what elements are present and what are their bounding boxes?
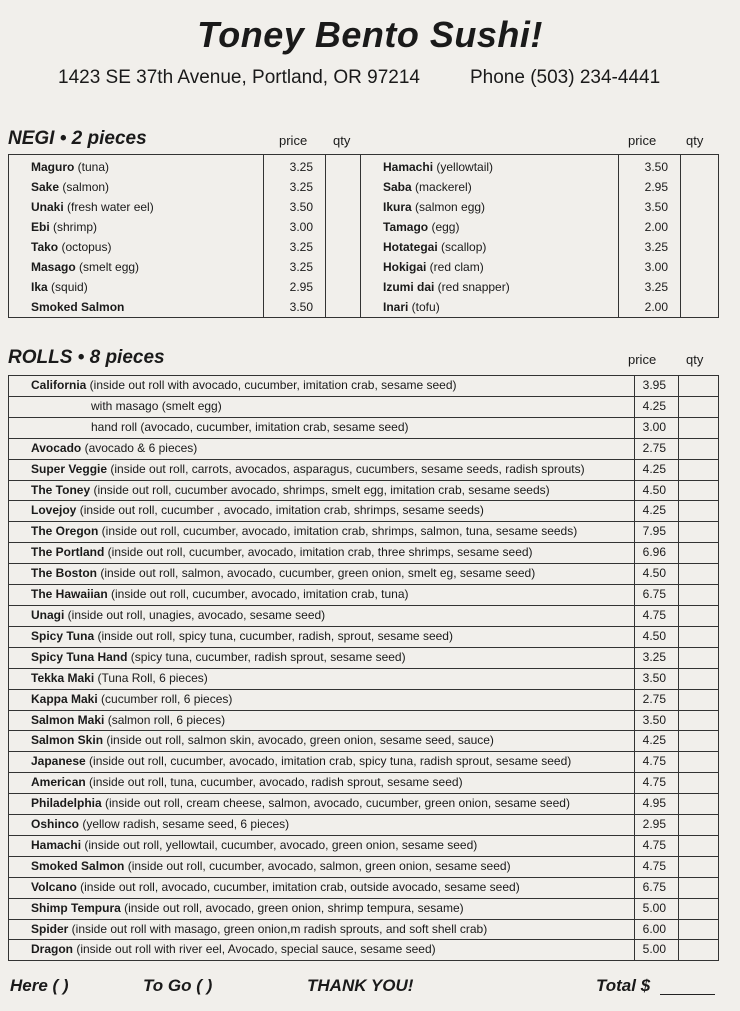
item-description: (inside out roll, tuna, cucumber, avocado, radish sprout, sesame seed) xyxy=(85,775,463,790)
item-name-cell xyxy=(361,257,619,277)
item-qty[interactable] xyxy=(679,815,719,836)
item-description: (inside out roll, carrots, avocados, asparagus, cucumbers, sesame seeds, radish sprouts) xyxy=(107,461,585,476)
item-name: Super Veggie xyxy=(31,461,108,476)
negi-left-row xyxy=(9,217,361,237)
roll-row xyxy=(9,731,719,752)
roll-row xyxy=(9,543,719,564)
item-description: (inside out roll, cucumber, avocado, imitation crab, tuna) xyxy=(107,587,409,602)
item-name-cell xyxy=(9,605,635,626)
item-name: American xyxy=(31,775,86,790)
item-name-cell xyxy=(9,898,635,919)
negi-left-row xyxy=(9,297,361,318)
negi-left-row xyxy=(9,257,361,277)
item-name: Hokigai xyxy=(383,260,427,274)
item-description: (scallop) xyxy=(437,240,487,254)
item-qty[interactable] xyxy=(681,257,719,277)
item-name: Hotategai xyxy=(383,240,438,254)
item-price: 4.50 xyxy=(635,480,679,501)
roll-row xyxy=(9,856,719,877)
item-description: (inside out roll, spicy tuna, cucumber, radish, sprout, sesame seed) xyxy=(94,628,453,643)
item-qty[interactable] xyxy=(681,277,719,297)
roll-row xyxy=(9,626,719,647)
item-description: (salmon egg) xyxy=(411,200,486,214)
item-qty[interactable] xyxy=(679,564,719,585)
roll-row xyxy=(9,877,719,898)
item-price: 4.25 xyxy=(635,731,679,752)
item-description: (inside out roll with masago, green onion,m radish sprouts, and soft shell crab) xyxy=(68,921,488,936)
item-name: Salmon Skin xyxy=(31,733,104,748)
item-name-cell xyxy=(9,835,635,856)
item-name: Salmon Maki xyxy=(31,712,105,727)
item-name: Hamachi xyxy=(31,837,82,852)
item-name: Tamago xyxy=(383,220,429,234)
item-description: (inside out roll, avocado, green onion, shrimp tempura, sesame) xyxy=(120,900,464,915)
item-price: 3.25 xyxy=(619,237,681,257)
item-name-cell xyxy=(9,668,635,689)
item-price: 3.00 xyxy=(264,217,326,237)
item-name-cell xyxy=(9,647,635,668)
roll-row xyxy=(9,815,719,836)
item-description: (inside out roll, cucumber, avocado, imitation crab, shrimps, salmon, tuna, sesame seeds) xyxy=(98,524,578,539)
item-name: Volcano xyxy=(31,879,77,894)
item-name: Hamachi xyxy=(383,160,434,174)
item-description: (squid) xyxy=(47,280,88,294)
item-price: 4.25 xyxy=(635,501,679,522)
item-description: (salmon) xyxy=(59,180,110,194)
item-name-cell xyxy=(9,155,264,178)
roll-row xyxy=(9,438,719,459)
item-description: (shrimp) xyxy=(49,220,98,234)
item-name: Ikura xyxy=(383,200,412,214)
item-name-cell xyxy=(9,438,635,459)
item-name: Spicy Tuna Hand xyxy=(31,649,128,664)
item-price: 3.50 xyxy=(635,710,679,731)
item-qty[interactable] xyxy=(679,626,719,647)
item-name: Oshinco xyxy=(31,817,80,832)
item-qty[interactable] xyxy=(679,940,719,961)
negi-price-header-left: price xyxy=(279,133,308,148)
item-price: 3.50 xyxy=(619,197,681,217)
item-qty[interactable] xyxy=(326,237,361,257)
item-price: 3.25 xyxy=(619,277,681,297)
roll-row xyxy=(9,940,719,961)
item-name: Kappa Maki xyxy=(31,691,98,706)
item-name: The Hawaiian xyxy=(31,587,108,602)
roll-row xyxy=(9,710,719,731)
item-name: Unaki xyxy=(31,200,64,214)
item-price: 3.50 xyxy=(264,297,326,318)
item-price: 3.00 xyxy=(635,417,679,438)
item-name-cell xyxy=(9,257,264,277)
item-description: (inside out roll with river eel, Avocado, special sauce, sesame seed) xyxy=(73,942,436,957)
item-name-cell xyxy=(361,217,619,237)
roll-row xyxy=(9,668,719,689)
item-name-cell xyxy=(9,856,635,877)
rolls-table xyxy=(8,375,719,961)
item-description: (smelt egg) xyxy=(75,260,140,274)
item-qty[interactable] xyxy=(326,197,361,217)
item-description: (cucumber roll, 6 pieces) xyxy=(97,691,233,706)
item-price: 4.25 xyxy=(635,459,679,480)
item-name-cell xyxy=(9,877,635,898)
item-description: (yellow radish, sesame seed, 6 pieces) xyxy=(79,817,290,832)
item-price: 5.00 xyxy=(635,898,679,919)
item-name: Spicy Tuna xyxy=(31,628,95,643)
item-description: (inside out roll, cucumber avocado, shrimps, smelt egg, imitation crab, sesame seeds) xyxy=(90,482,550,497)
item-qty[interactable] xyxy=(679,856,719,877)
item-name: California xyxy=(31,378,87,392)
address: 1423 SE 37th Avenue, Portland, OR 97214 xyxy=(58,67,420,88)
item-name: Ika xyxy=(31,280,48,294)
item-name-cell xyxy=(9,794,635,815)
item-name-cell xyxy=(9,543,635,564)
item-price: 4.75 xyxy=(635,752,679,773)
item-qty[interactable] xyxy=(326,177,361,197)
item-name: Maguro xyxy=(31,160,75,174)
item-price: 3.50 xyxy=(264,197,326,217)
roll-row xyxy=(9,417,719,438)
item-qty[interactable] xyxy=(679,480,719,501)
item-price: 6.00 xyxy=(635,919,679,940)
item-qty[interactable] xyxy=(679,396,719,417)
item-name-cell xyxy=(9,297,264,318)
item-description: (inside out roll with avocado, cucumber, imitation crab, sesame seed) xyxy=(86,378,457,392)
item-name: Masago xyxy=(31,260,76,274)
item-qty[interactable] xyxy=(679,731,719,752)
item-price: 2.00 xyxy=(619,297,681,318)
item-name: Dragon xyxy=(31,942,73,957)
item-name-cell xyxy=(9,396,635,417)
item-name-cell xyxy=(361,177,619,197)
negi-qty-header-right: qty xyxy=(686,133,704,148)
total-label: Total $ xyxy=(596,976,651,995)
item-name-cell xyxy=(9,940,635,961)
item-name-cell xyxy=(361,155,619,178)
item-qty[interactable] xyxy=(679,647,719,668)
roll-row xyxy=(9,647,719,668)
item-name-cell xyxy=(9,197,264,217)
negi-left-row xyxy=(9,177,361,197)
item-price: 2.00 xyxy=(619,217,681,237)
item-name-cell xyxy=(361,237,619,257)
item-description: (mackerel) xyxy=(411,180,472,194)
item-name: Unagi xyxy=(31,607,65,622)
negi-right-row xyxy=(361,257,719,277)
item-qty[interactable] xyxy=(679,501,719,522)
item-price: 4.75 xyxy=(635,856,679,877)
roll-row xyxy=(9,585,719,606)
rolls-section-title: ROLLS • 8 pieces xyxy=(8,347,165,368)
item-price: 4.75 xyxy=(635,773,679,794)
item-name: Izumi dai xyxy=(383,280,435,294)
item-price: 5.00 xyxy=(635,940,679,961)
item-qty[interactable] xyxy=(679,585,719,606)
roll-row xyxy=(9,919,719,940)
item-name-cell xyxy=(9,522,635,543)
item-qty[interactable] xyxy=(679,773,719,794)
item-name-cell xyxy=(9,710,635,731)
item-name: Inari xyxy=(383,300,409,314)
restaurant-title: Toney Bento Sushi! xyxy=(197,14,543,55)
item-qty[interactable] xyxy=(681,237,719,257)
roll-row xyxy=(9,752,719,773)
item-description: (inside out roll, unagies, avocado, sesame seed) xyxy=(64,607,326,622)
item-qty[interactable] xyxy=(679,417,719,438)
item-price: 4.95 xyxy=(635,794,679,815)
item-description: (salmon roll, 6 pieces) xyxy=(104,712,226,727)
item-qty[interactable] xyxy=(326,217,361,237)
item-description: (inside out roll, yellowtail, cucumber, avocado, green onion, sesame seed) xyxy=(81,837,478,852)
item-name-cell xyxy=(9,919,635,940)
negi-qty-header-left: qty xyxy=(333,133,351,148)
item-name-cell xyxy=(361,197,619,217)
negi-right-row xyxy=(361,237,719,257)
negi-right-row xyxy=(361,297,719,318)
item-name-cell xyxy=(361,297,619,318)
item-name: The Toney xyxy=(31,482,91,497)
thank-you: THANK YOU! xyxy=(307,976,414,995)
rolls-price-header: price xyxy=(628,352,657,367)
item-description: (inside out roll, avocado, cucumber, imitation crab, outside avocado, sesame seed) xyxy=(76,879,520,894)
item-description: (inside out roll, cream cheese, salmon, avocado, cucumber, green onion, sesame seed) xyxy=(101,796,570,811)
item-price: 3.25 xyxy=(264,237,326,257)
item-price: 3.25 xyxy=(264,177,326,197)
item-name: The Boston xyxy=(31,566,97,581)
item-price: 2.75 xyxy=(635,689,679,710)
item-qty[interactable] xyxy=(679,668,719,689)
item-name-cell xyxy=(9,815,635,836)
roll-row xyxy=(9,689,719,710)
roll-row xyxy=(9,522,719,543)
item-description: (tuna) xyxy=(74,160,110,174)
item-price: 6.75 xyxy=(635,585,679,606)
item-qty[interactable] xyxy=(681,217,719,237)
item-qty[interactable] xyxy=(679,605,719,626)
roll-row xyxy=(9,376,719,397)
item-price: 2.95 xyxy=(635,815,679,836)
item-price: 6.75 xyxy=(635,877,679,898)
item-name: Shimp Tempura xyxy=(31,900,121,915)
negi-right-row xyxy=(361,197,719,217)
item-name: The Portland xyxy=(31,545,105,560)
item-description: (red clam) xyxy=(426,260,484,274)
roll-row xyxy=(9,794,719,815)
item-qty[interactable] xyxy=(679,438,719,459)
item-description: with masago (smelt egg) xyxy=(91,398,222,413)
roll-row xyxy=(9,564,719,585)
item-price: 3.95 xyxy=(635,376,679,397)
item-qty[interactable] xyxy=(679,898,719,919)
roll-row xyxy=(9,898,719,919)
item-qty[interactable] xyxy=(679,794,719,815)
negi-price-header-right: price xyxy=(628,133,657,148)
negi-right-row xyxy=(361,177,719,197)
item-qty[interactable] xyxy=(679,919,719,940)
item-description: (inside out roll, cucumber, avocado, salmon, green onion, sesame seed) xyxy=(124,858,511,873)
item-qty[interactable] xyxy=(679,877,719,898)
item-name: Tekka Maki xyxy=(31,670,95,685)
item-qty[interactable] xyxy=(679,543,719,564)
item-price: 3.50 xyxy=(635,668,679,689)
item-name-cell xyxy=(9,626,635,647)
item-name-cell xyxy=(9,217,264,237)
item-description: hand roll (avocado, cucumber, imitation crab, sesame seed) xyxy=(91,419,409,434)
item-name: Saba xyxy=(383,180,412,194)
item-name-cell xyxy=(9,376,635,397)
negi-section-title: NEGI • 2 pieces xyxy=(8,128,147,149)
item-description: (tofu) xyxy=(408,300,440,314)
item-name-cell xyxy=(9,501,635,522)
item-description: (inside out roll, salmon skin, avocado, green onion, sesame seed, sauce) xyxy=(103,733,494,748)
togo-option[interactable]: To Go ( ) xyxy=(143,976,213,995)
negi-right-row xyxy=(361,155,719,178)
item-qty[interactable] xyxy=(679,522,719,543)
negi-left-row xyxy=(9,197,361,217)
item-name: Sake xyxy=(31,180,60,194)
item-price: 2.95 xyxy=(619,177,681,197)
item-name: Japanese xyxy=(31,754,86,769)
item-name-cell xyxy=(9,585,635,606)
item-description: (fresh water eel) xyxy=(63,200,154,214)
item-name-cell xyxy=(9,277,264,297)
item-description: (avocado & 6 pieces) xyxy=(81,440,198,455)
item-price: 3.00 xyxy=(619,257,681,277)
item-name: Smoked Salmon xyxy=(31,858,125,873)
item-description: (yellowtail) xyxy=(433,160,494,174)
item-name-cell xyxy=(9,237,264,257)
item-name: Spider xyxy=(31,921,69,936)
item-qty[interactable] xyxy=(681,155,719,178)
item-name-cell xyxy=(361,277,619,297)
item-name-cell xyxy=(9,417,635,438)
item-name-cell xyxy=(9,773,635,794)
item-price: 2.75 xyxy=(635,438,679,459)
item-qty[interactable] xyxy=(679,689,719,710)
negi-right-row xyxy=(361,277,719,297)
item-qty[interactable] xyxy=(679,835,719,856)
item-description: (Tuna Roll, 6 pieces) xyxy=(94,670,208,685)
item-description: (red snapper) xyxy=(434,280,510,294)
item-qty[interactable] xyxy=(681,197,719,217)
roll-row xyxy=(9,501,719,522)
item-price: 3.25 xyxy=(264,257,326,277)
item-qty[interactable] xyxy=(681,297,719,318)
item-price: 4.25 xyxy=(635,396,679,417)
negi-table-right xyxy=(360,154,719,318)
total-blank[interactable] xyxy=(660,994,715,995)
roll-row xyxy=(9,480,719,501)
item-price: 6.96 xyxy=(635,543,679,564)
item-name-cell xyxy=(9,752,635,773)
item-name-cell xyxy=(9,731,635,752)
item-qty[interactable] xyxy=(326,155,361,178)
item-price: 4.50 xyxy=(635,564,679,585)
item-name-cell xyxy=(9,689,635,710)
item-price: 4.50 xyxy=(635,626,679,647)
item-qty[interactable] xyxy=(326,257,361,277)
item-qty[interactable] xyxy=(679,376,719,397)
here-option[interactable]: Here ( ) xyxy=(10,976,69,995)
item-price: 3.25 xyxy=(635,647,679,668)
roll-row xyxy=(9,605,719,626)
item-description: (spicy tuna, cucumber, radish sprout, sesame seed) xyxy=(127,649,406,664)
item-name: Smoked Salmon xyxy=(31,300,125,314)
item-qty[interactable] xyxy=(326,277,361,297)
item-price: 4.75 xyxy=(635,835,679,856)
negi-left-row xyxy=(9,155,361,178)
negi-table-left xyxy=(8,154,361,318)
item-name: The Oregon xyxy=(31,524,99,539)
item-name-cell xyxy=(9,564,635,585)
phone: Phone (503) 234-4441 xyxy=(470,67,661,88)
item-description: (inside out roll, salmon, avocado, cucumber, green onion, smelt eg, sesame seed) xyxy=(97,566,536,581)
item-qty[interactable] xyxy=(679,752,719,773)
rolls-qty-header: qty xyxy=(686,352,704,367)
item-price: 4.75 xyxy=(635,605,679,626)
item-name: Avocado xyxy=(31,440,82,455)
roll-row xyxy=(9,835,719,856)
item-description: (inside out roll, cucumber, avocado, imitation crab, three shrimps, sesame seed) xyxy=(104,545,533,560)
item-name-cell xyxy=(9,480,635,501)
item-name: Philadelphia xyxy=(31,796,102,811)
negi-left-row xyxy=(9,237,361,257)
item-qty[interactable] xyxy=(326,297,361,318)
item-description: (octopus) xyxy=(58,240,112,254)
item-price: 3.25 xyxy=(264,155,326,178)
item-description: (inside out roll, cucumber , avocado, imitation crab, shrimps, sesame seeds) xyxy=(76,503,484,518)
item-qty[interactable] xyxy=(681,177,719,197)
roll-row xyxy=(9,396,719,417)
item-name-cell xyxy=(9,459,635,480)
item-name: Tako xyxy=(31,240,59,254)
item-description: (egg) xyxy=(428,220,460,234)
item-name-cell xyxy=(9,177,264,197)
negi-right-row xyxy=(361,217,719,237)
item-price: 7.95 xyxy=(635,522,679,543)
item-name: Ebi xyxy=(31,220,50,234)
item-qty[interactable] xyxy=(679,710,719,731)
roll-row xyxy=(9,459,719,480)
item-price: 2.95 xyxy=(264,277,326,297)
item-price: 3.50 xyxy=(619,155,681,178)
negi-left-row xyxy=(9,277,361,297)
roll-row xyxy=(9,773,719,794)
item-qty[interactable] xyxy=(679,459,719,480)
item-name: Lovejoy xyxy=(31,503,77,518)
item-description: (inside out roll, cucumber, avocado, imitation crab, spicy tuna, radish sprout, sesame seed) xyxy=(85,754,572,769)
